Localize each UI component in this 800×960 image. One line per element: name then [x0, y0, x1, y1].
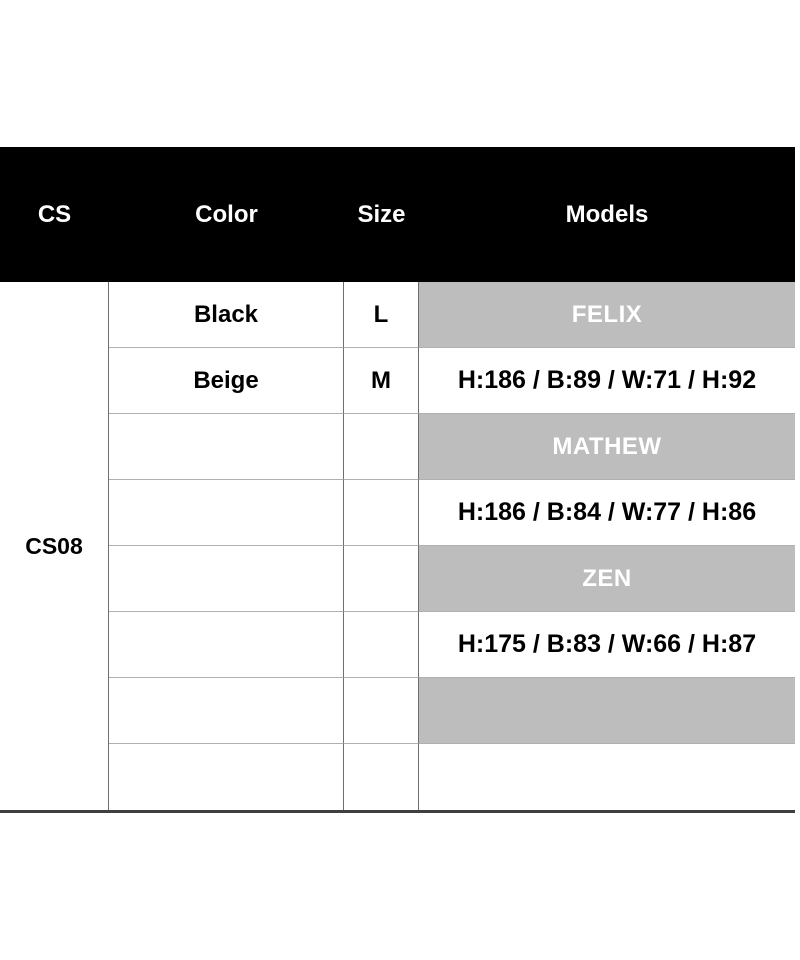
header-models: Models — [419, 147, 795, 282]
size-cell — [344, 414, 419, 480]
model-name-bar — [419, 678, 795, 744]
size-cell: L — [344, 282, 419, 348]
color-cell — [109, 480, 344, 546]
color-cell: Black — [109, 282, 344, 348]
model-measurements: H:186 / B:84 / W:77 / H:86 — [419, 480, 795, 546]
model-measurements: H:175 / B:83 / W:66 / H:87 — [419, 612, 795, 678]
model-name-bar: ZEN — [419, 546, 795, 612]
model-name-bar: FELIX — [419, 282, 795, 348]
color-cell — [109, 678, 344, 744]
color-cell — [109, 546, 344, 612]
size-chart-table — [0, 147, 795, 813]
size-cell — [344, 678, 419, 744]
size-cell — [344, 612, 419, 678]
size-cell — [344, 546, 419, 612]
header-color: Color — [109, 147, 344, 282]
model-measurements: H:186 / B:89 / W:71 / H:92 — [419, 348, 795, 414]
color-cell — [109, 612, 344, 678]
size-cell: M — [344, 348, 419, 414]
color-cell: Beige — [109, 348, 344, 414]
color-cell — [109, 414, 344, 480]
model-measurements — [419, 744, 795, 810]
color-cell — [109, 744, 344, 810]
header-size: Size — [344, 147, 419, 282]
model-name-bar: MATHEW — [419, 414, 795, 480]
size-cell — [344, 744, 419, 810]
size-cell — [344, 480, 419, 546]
header-cs: CS — [0, 147, 109, 282]
cs-code-cell: CS08 — [0, 282, 109, 810]
